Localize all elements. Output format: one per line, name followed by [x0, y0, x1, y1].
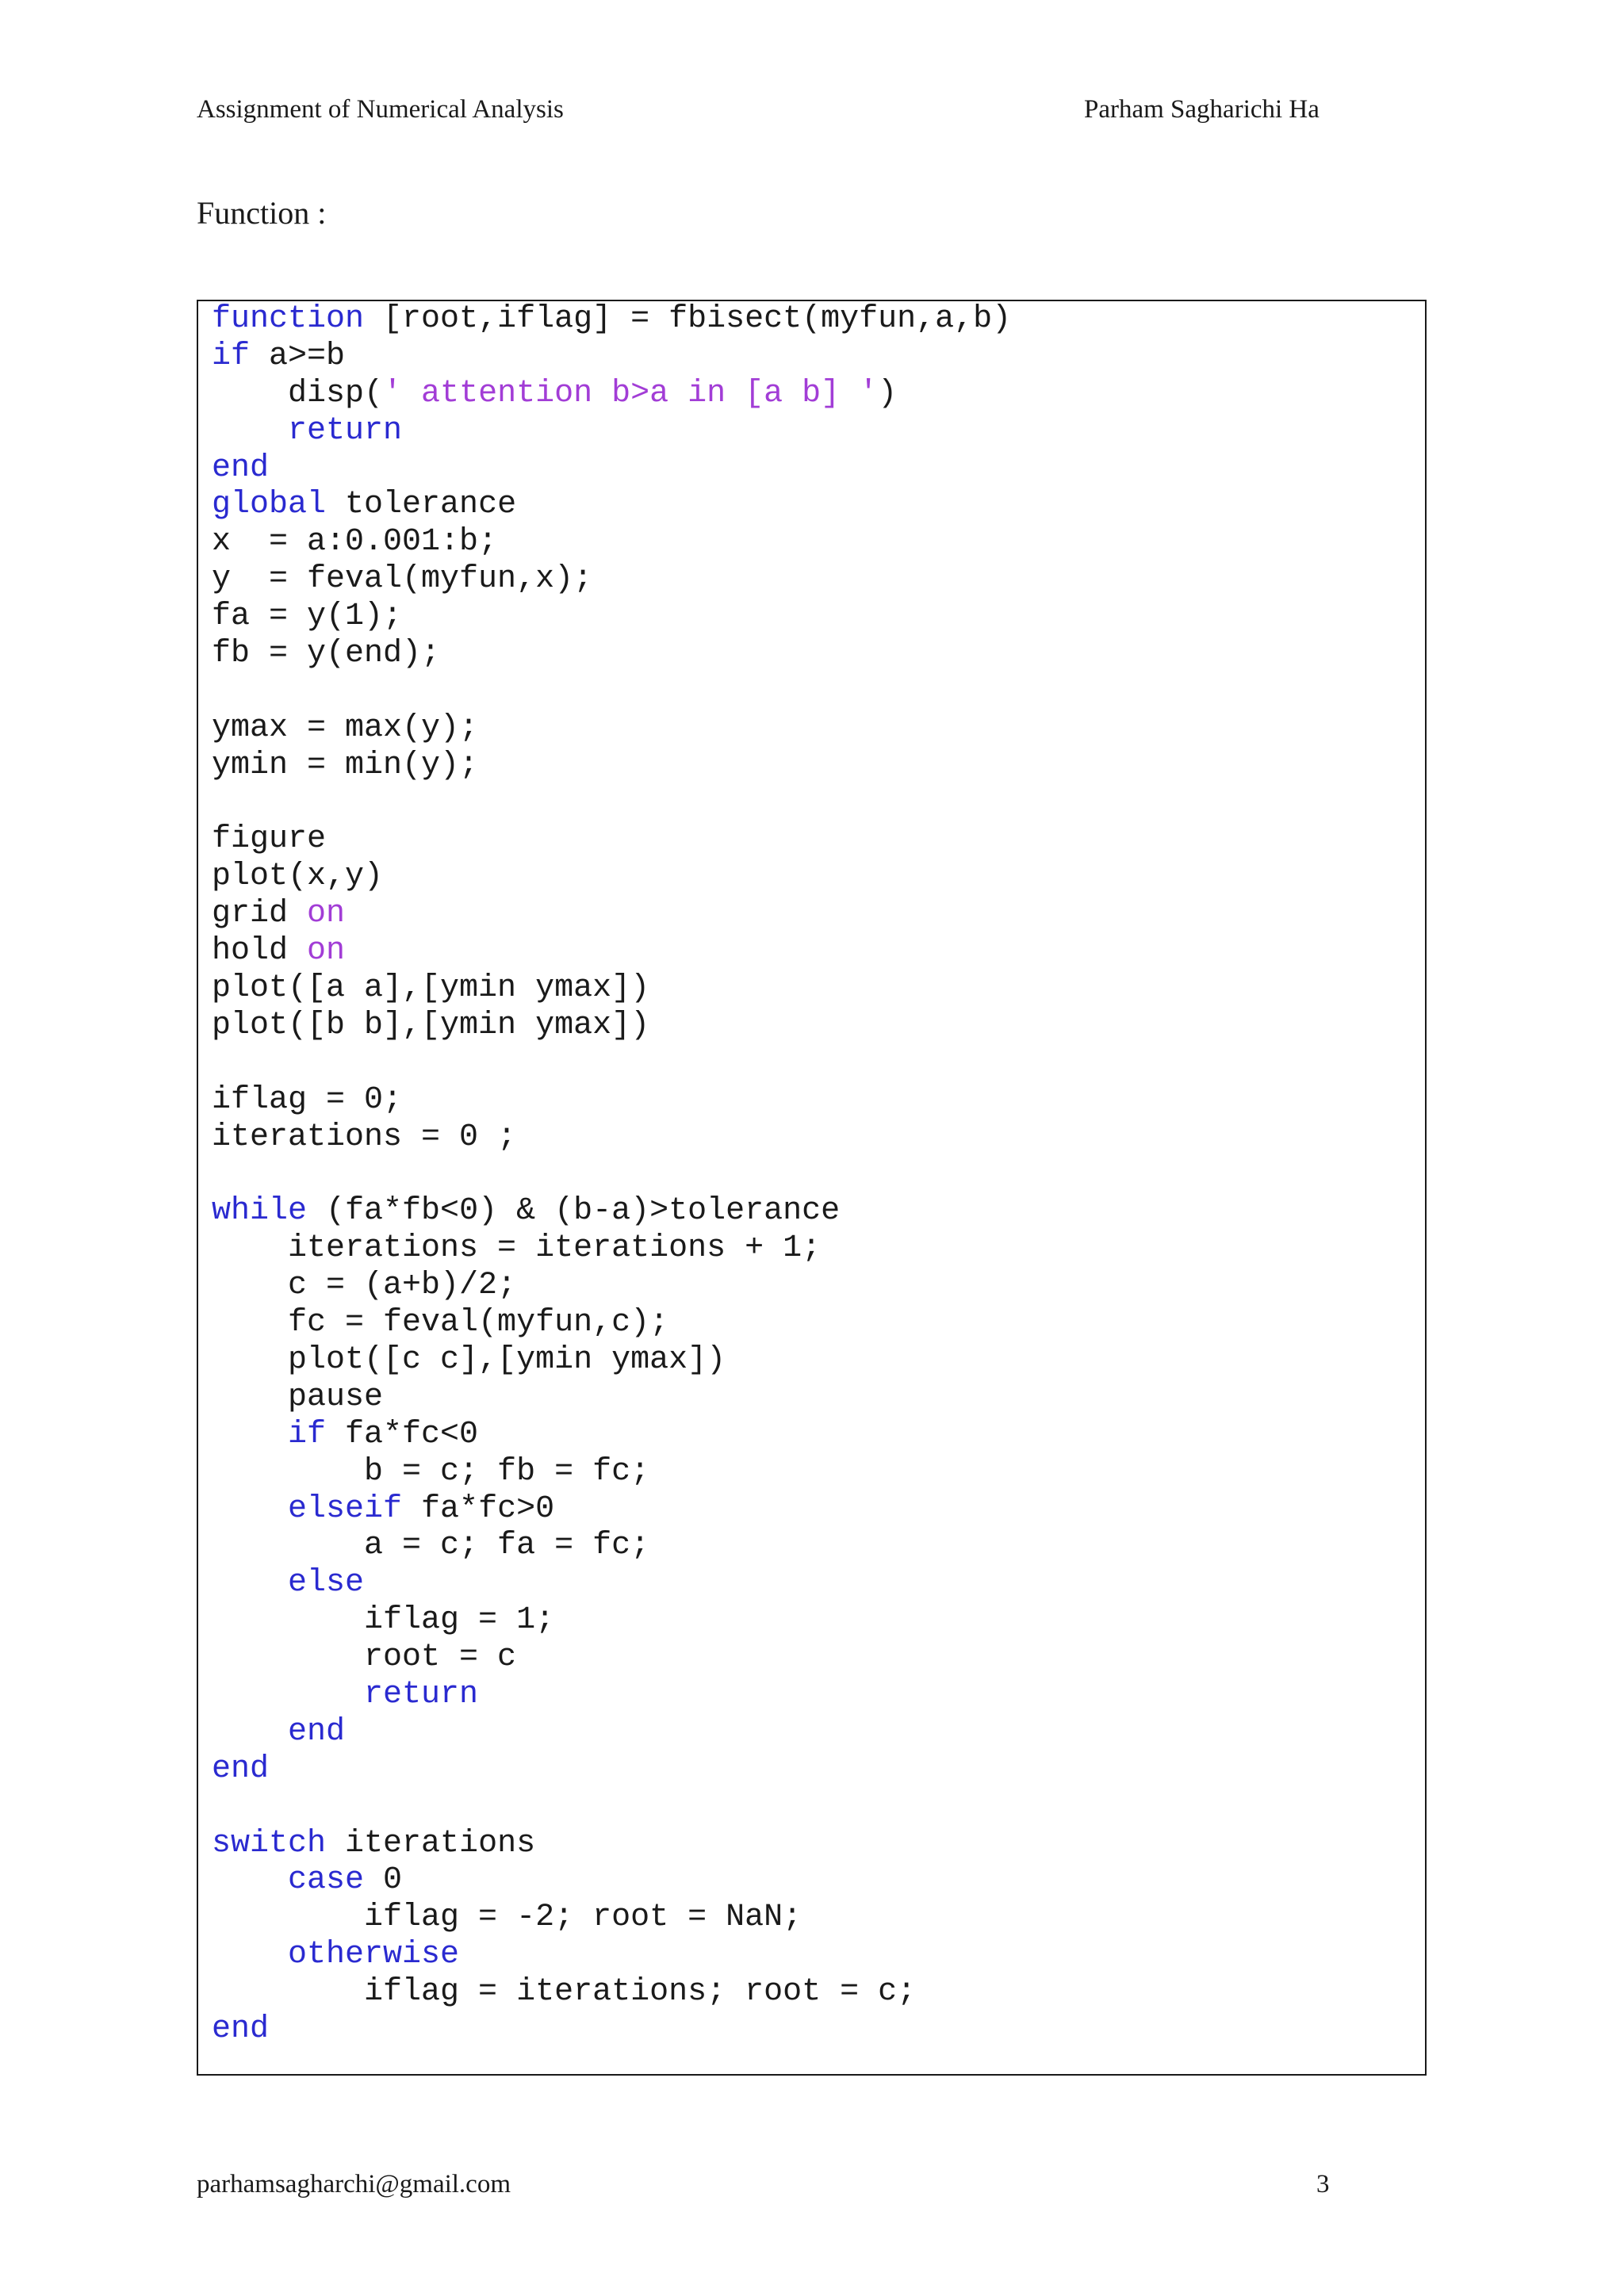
code-text: pause	[212, 1379, 384, 1415]
code-line	[212, 1602, 1011, 1640]
code-text: x = a:0.001:b;	[212, 524, 498, 561]
code-keyword: while	[212, 1193, 308, 1230]
code-line	[212, 376, 1011, 413]
code-text: 0	[364, 1862, 403, 1899]
code-text: iflag = iterations; root = c;	[212, 1974, 917, 2011]
code-text	[212, 1862, 288, 1898]
code-line	[212, 673, 1011, 710]
code-text: plot(x,y)	[212, 859, 384, 895]
code-keyword: return	[288, 412, 403, 449]
code-line	[212, 487, 1011, 524]
code-keyword: function	[212, 301, 365, 337]
code-line	[212, 1862, 1011, 1900]
code-text: figure	[212, 821, 327, 858]
code-line	[212, 1082, 1011, 1119]
code-line	[212, 1008, 1011, 1045]
code-string: ' attention b>a in [a b] '	[383, 375, 879, 411]
code-text: (fa*fb<0) & (b-a)>tolerance	[307, 1193, 841, 1230]
code-text: iflag = -2; root = NaN;	[212, 1900, 802, 1936]
code-line	[212, 301, 1011, 339]
code-line	[212, 524, 1011, 561]
code-line	[212, 1937, 1011, 1974]
code-text: y = feval(myfun,x);	[212, 561, 593, 598]
code-line	[212, 599, 1011, 636]
code-text: fa = y(1);	[212, 599, 403, 635]
code-keyword: if	[212, 338, 251, 374]
code-text	[212, 413, 288, 449]
code-line	[212, 821, 1011, 859]
code-text	[212, 1565, 288, 1601]
code-line	[212, 636, 1011, 673]
code-line	[212, 450, 1011, 488]
code-text: a>=b	[250, 338, 346, 374]
code-line	[212, 1640, 1011, 1677]
code-line	[212, 1342, 1011, 1380]
code-line	[212, 933, 1011, 970]
code-keyword: end	[212, 2011, 270, 2047]
code-text: iterations	[326, 1825, 536, 1862]
code-line	[212, 970, 1011, 1008]
code-listing	[212, 301, 1011, 2049]
code-text	[212, 1491, 288, 1527]
code-line	[212, 1677, 1011, 1714]
code-line	[212, 1826, 1011, 1863]
code-line	[212, 1751, 1011, 1789]
code-text	[212, 1677, 364, 1712]
code-line	[212, 1900, 1011, 1937]
code-line	[212, 2011, 1011, 2049]
code-text: grid	[212, 896, 308, 932]
code-line	[212, 785, 1011, 822]
header-author: Parham Sagharichi Ha	[1084, 95, 1320, 124]
code-line	[212, 1045, 1011, 1082]
code-text: iterations = iterations + 1;	[212, 1230, 822, 1267]
code-text: iterations = 0 ;	[212, 1119, 517, 1155]
code-line	[212, 1789, 1011, 1826]
code-line	[212, 859, 1011, 896]
code-line	[212, 1528, 1011, 1565]
code-line	[212, 1156, 1011, 1193]
code-text: fc = feval(myfun,c);	[212, 1305, 669, 1341]
code-line	[212, 896, 1011, 933]
code-line	[212, 1380, 1011, 1417]
header-title: Assignment of Numerical Analysis	[197, 95, 564, 124]
code-line	[212, 561, 1011, 599]
code-line	[212, 748, 1011, 785]
code-line	[212, 1714, 1011, 1751]
code-line	[212, 710, 1011, 748]
code-keyword: end	[212, 450, 270, 486]
code-text: a = c; fa = fc;	[212, 1528, 650, 1564]
code-text	[212, 1417, 288, 1452]
code-line	[212, 1268, 1011, 1305]
code-keyword: else	[288, 1565, 365, 1601]
code-text: ymax = max(y);	[212, 710, 479, 746]
code-text: tolerance	[326, 487, 517, 523]
code-text: iflag = 0;	[212, 1081, 403, 1118]
code-keyword: end	[212, 1751, 270, 1787]
code-text: ymin = min(y);	[212, 747, 479, 783]
code-text: )	[878, 375, 898, 411]
code-text: fa*fc>0	[402, 1490, 555, 1527]
footer-email: parhamsagharchi@gmail.com	[197, 2170, 511, 2198]
code-text: disp(	[212, 375, 384, 411]
code-text: c = (a+b)/2;	[212, 1268, 517, 1304]
code-keyword: if	[288, 1416, 327, 1452]
code-keyword: return	[364, 1676, 479, 1712]
code-keyword: global	[212, 487, 327, 523]
code-line	[212, 1119, 1011, 1157]
code-line	[212, 1230, 1011, 1268]
section-heading: Function :	[197, 195, 327, 231]
code-text	[212, 1937, 288, 1973]
code-string: on	[307, 896, 346, 932]
code-line	[212, 1454, 1011, 1491]
code-text: b = c; fb = fc;	[212, 1453, 650, 1490]
code-text: iflag = 1;	[212, 1602, 555, 1639]
code-text: fb = y(end);	[212, 636, 441, 672]
code-line	[212, 339, 1011, 376]
code-text: plot([b b],[ymin ymax])	[212, 1007, 650, 1043]
code-line	[212, 1565, 1011, 1602]
code-text: root = c	[212, 1640, 517, 1676]
code-line	[212, 1305, 1011, 1342]
code-line	[212, 1491, 1011, 1529]
code-string: on	[307, 933, 346, 970]
code-keyword: end	[288, 1713, 346, 1750]
code-text: plot([c c],[ymin ymax])	[212, 1341, 726, 1378]
code-line	[212, 1974, 1011, 2011]
code-text: fa*fc<0	[326, 1416, 479, 1452]
code-text: plot([a a],[ymin ymax])	[212, 970, 650, 1007]
code-keyword: otherwise	[288, 1937, 460, 1973]
code-line	[212, 1193, 1011, 1230]
code-text: hold	[212, 933, 308, 970]
code-text: [root,iflag] = fbisect(myfun,a,b)	[364, 301, 1012, 337]
page-number: 3	[1316, 2170, 1330, 2198]
code-keyword: case	[288, 1862, 365, 1899]
code-text	[212, 1714, 288, 1750]
code-keyword: switch	[212, 1825, 327, 1862]
code-line	[212, 413, 1011, 450]
code-keyword: elseif	[288, 1490, 403, 1527]
code-line	[212, 1417, 1011, 1454]
